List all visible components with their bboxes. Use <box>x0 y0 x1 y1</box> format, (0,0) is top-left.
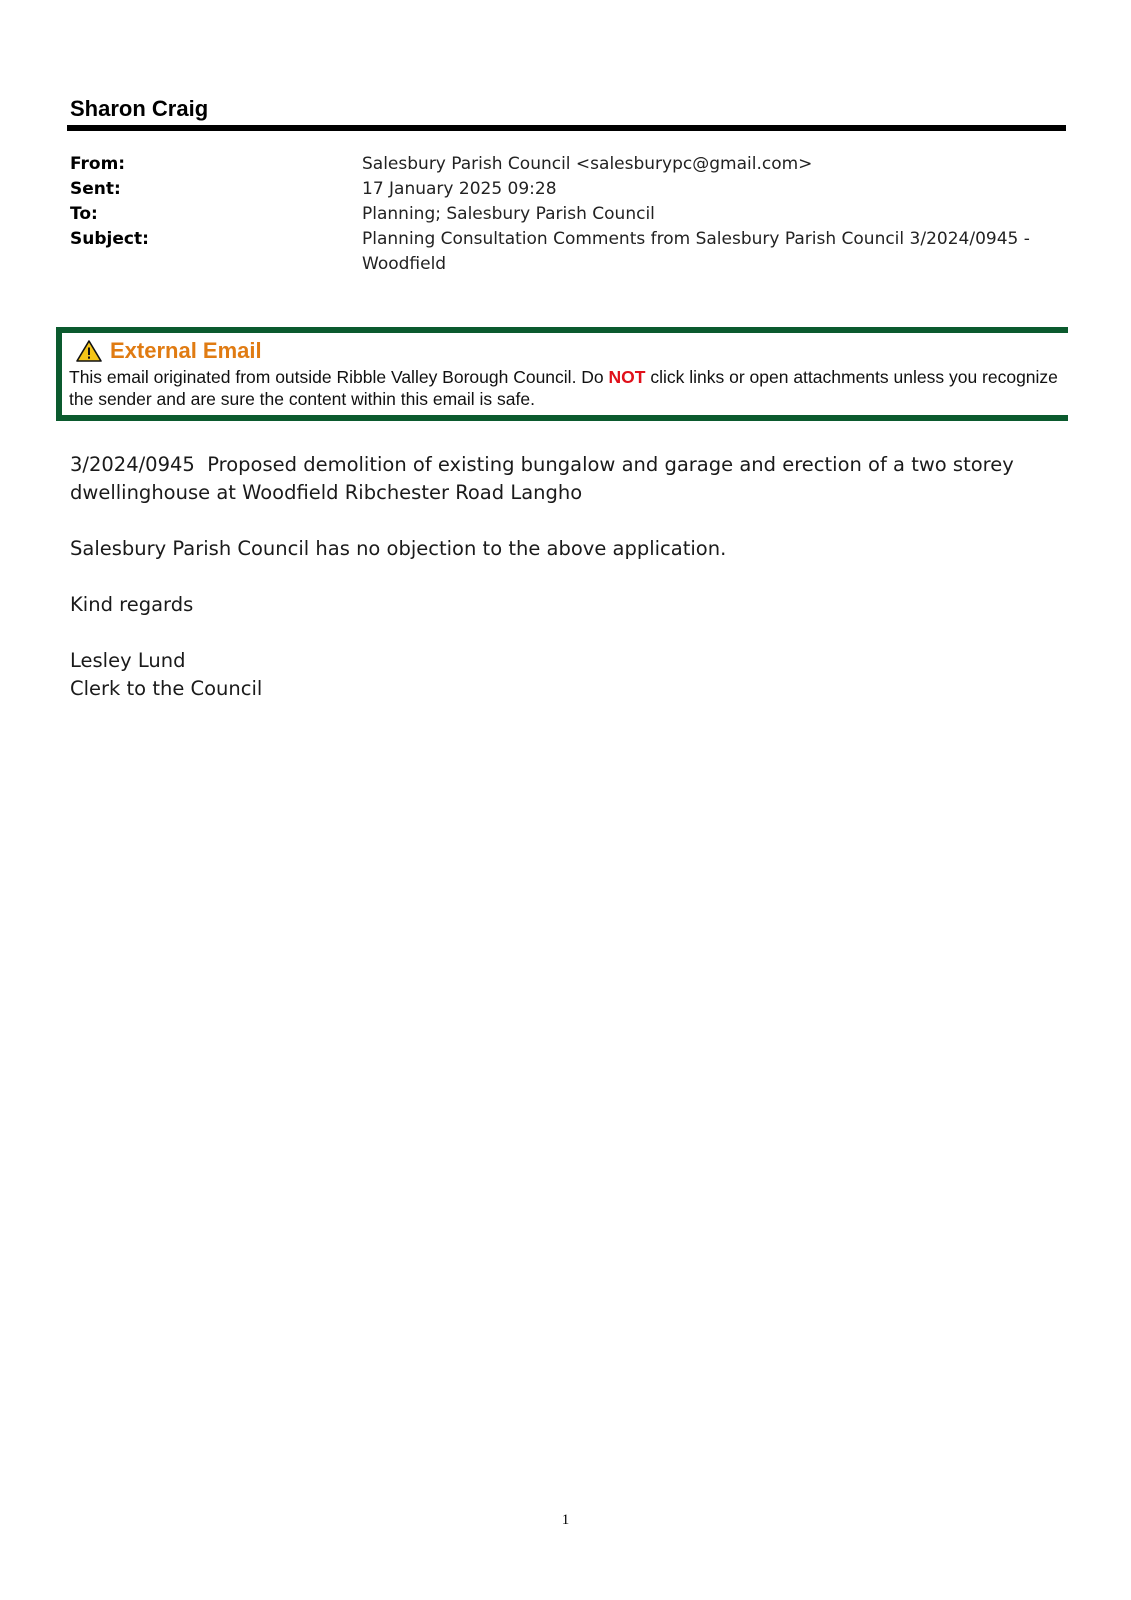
signature <box>70 647 1050 703</box>
signature-name: Lesley Lund <box>70 649 186 672</box>
application-paragraph <box>70 451 1050 507</box>
warning-icon <box>76 339 102 363</box>
signature-title: Clerk to the Council <box>70 677 263 700</box>
external-email-title-row <box>76 338 262 364</box>
header-row-to <box>70 202 1040 227</box>
external-email-title: External Email <box>110 338 262 363</box>
sent-value: 17 January 2025 09:28 <box>362 179 557 199</box>
external-email-warning-text <box>69 366 1069 410</box>
objection-statement: Salesbury Parish Council has no objection to the above application. <box>70 537 727 560</box>
warning-text-start: This email originated from outside Ribble Valley Borough Council. Do <box>69 367 609 387</box>
sent-label: Sent: <box>70 179 121 199</box>
document-owner-name: Sharon Craig <box>70 96 209 121</box>
email-header <box>70 152 1040 277</box>
owner-divider <box>67 125 1066 131</box>
from-value: Salesbury Parish Council <salesburypc@gmail.com> <box>362 154 813 174</box>
application-description: Proposed demolition of existing bungalow and garage and erection of a two storey dwellinghouse at Woodfield Ribchester Road Langho <box>70 453 1014 504</box>
external-email-banner <box>56 327 1068 421</box>
email-body <box>70 451 1050 731</box>
header-row-subject <box>70 227 1040 277</box>
warning-text-end: click links or open attachments unless you recognize the sender and are sure the content within this email is safe. <box>69 367 1058 409</box>
application-ref: 3/2024/0945 <box>70 453 195 476</box>
to-label: To: <box>70 204 98 224</box>
to-value: Planning; Salesbury Parish Council <box>362 204 655 224</box>
page-number: 1 <box>561 1512 570 1528</box>
subject-value: Planning Consultation Comments from Salesbury Parish Council 3/2024/0945 - Woodfield <box>362 229 1030 274</box>
warning-emphasis: NOT <box>608 367 646 387</box>
header-row-sent <box>70 177 1040 202</box>
header-row-from <box>70 152 1040 177</box>
from-label: From: <box>70 154 126 174</box>
closing-line: Kind regards <box>70 593 194 616</box>
subject-label: Subject: <box>70 229 149 249</box>
